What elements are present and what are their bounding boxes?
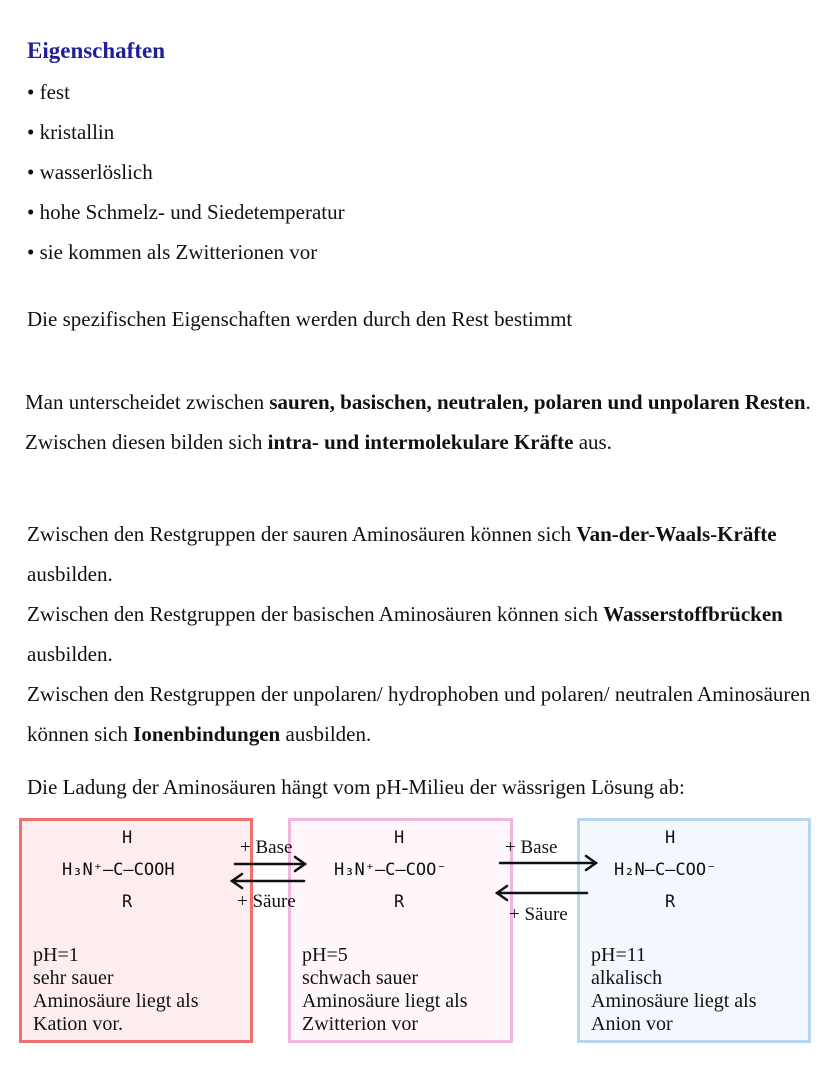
acidity: alkalisch [591,967,663,989]
bold-text: sauren, basischen, neutralen, polaren und unpolaren Resten [269,390,806,414]
ph-value: pH=11 [591,944,646,966]
paragraph-charge: Die Ladung der Aminosäuren hängt vom pH-Milieu der wässrigen Lösung ab: [27,775,685,799]
section-heading: Eigenschaften [27,38,165,63]
arrow-label-base: + Base [240,837,293,858]
molecule-h: H [122,828,133,848]
box-description [591,944,757,1036]
bold-text: intra- und intermolekulare Kräfte [267,430,574,454]
box-description [33,944,199,1036]
state-line: Anion vor [591,1013,673,1035]
state-line: Kation vor. [33,1013,123,1035]
text: aus. [573,430,612,454]
ph-value: pH=1 [33,944,79,966]
list-item: • wasserlöslich [27,158,345,198]
paragraph-residues [25,382,815,462]
state-line: Aminosäure liegt als [33,990,199,1012]
molecule-formula: H₃N⁺–C–COOH [62,860,175,880]
paragraph-rest: Die spezifischen Eigenschaften werden durch den Rest bestimmt [27,307,573,331]
text: . Zwischen diesen bilden sich [25,390,811,454]
list-item: • fest [27,78,345,118]
arrow-label-base: + Base [505,837,558,858]
molecule-formula: H₃N⁺–C–COO⁻ [334,860,447,880]
molecule-h: H [394,828,405,848]
molecule-r: R [394,892,405,912]
bold-text: Van-der-Waals-Kräfte [576,522,777,546]
state-line: Aminosäure liegt als [302,990,468,1012]
arrow-label-acid: + Säure [509,904,568,925]
bold-text: Ionenbindungen [133,722,281,746]
text: Man unterscheidet zwischen [25,390,270,414]
text: ausbilden. [27,562,113,586]
acidity: schwach sauer [302,967,419,989]
box-description [302,944,468,1036]
acidity: sehr sauer [33,967,114,989]
ph-value: pH=5 [302,944,348,966]
properties-list [27,78,345,278]
list-item: • hohe Schmelz- und Siedetemperatur [27,198,345,238]
arrow-label-acid: + Säure [237,891,296,912]
list-item: • kristallin [27,118,345,158]
text: Zwischen den Restgruppen der sauren Aminosäuren können sich [27,522,577,546]
text: Zwischen den Restgruppen der basischen Aminosäuren können sich [27,602,604,626]
equilibrium-arrows [0,800,828,920]
text: ausbilden. [280,722,372,746]
state-line: Zwitterion vor [302,1013,419,1035]
molecule-formula: H₂N–C–COO⁻ [614,860,717,880]
molecule-h: H [665,828,676,848]
bold-text: Wasserstoffbrücken [603,602,783,626]
molecule-r: R [122,892,133,912]
state-line: Aminosäure liegt als [591,990,757,1012]
molecule-r: R [665,892,676,912]
paragraph-forces [27,514,817,754]
text: ausbilden. [27,642,113,666]
list-item: • sie kommen als Zwitterionen vor [27,238,345,278]
text: Zwischen den Restgruppen der unpolaren/ hydrophoben und polaren/ neutralen Aminosäuren können sich [27,682,811,746]
